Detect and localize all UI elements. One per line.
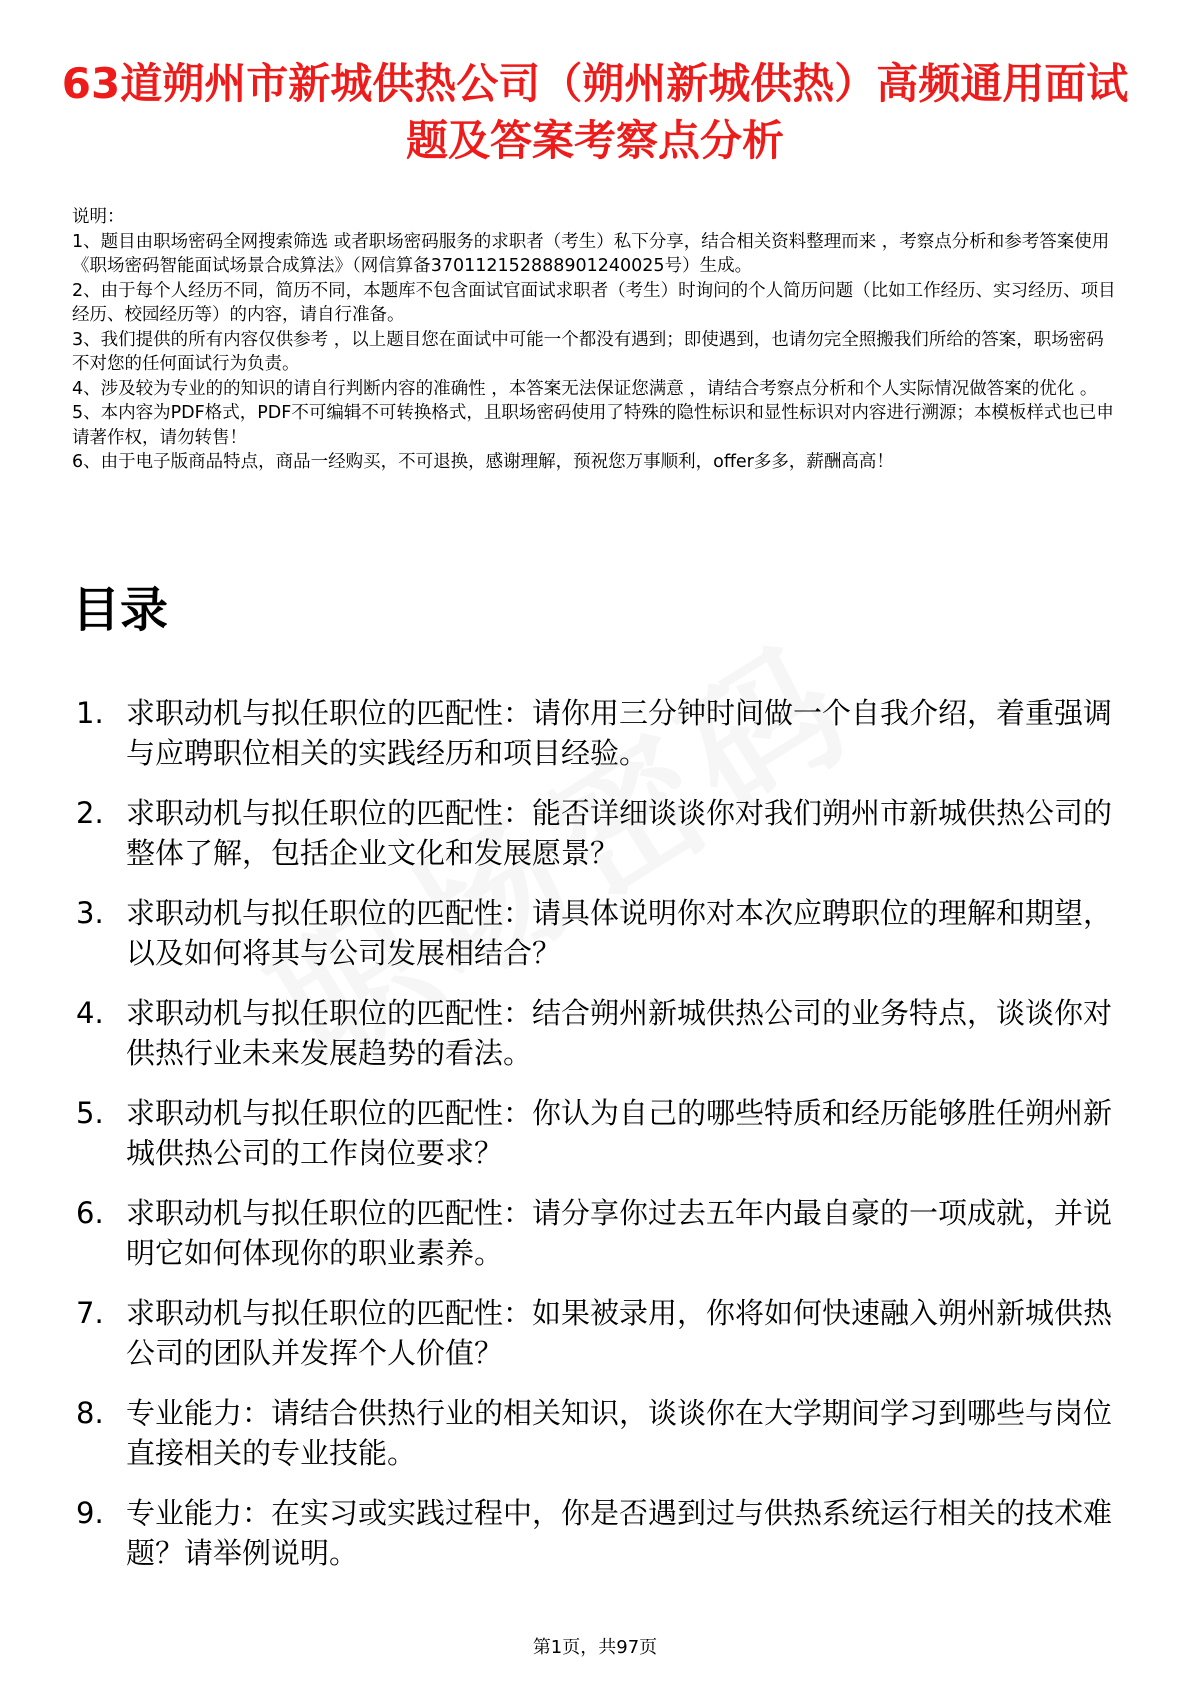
toc-item[interactable] <box>72 793 1120 873</box>
toc-item-number: 8. <box>76 1396 104 1430</box>
toc-item-number: 3. <box>76 896 104 930</box>
note-item: 4、涉及较为专业的的知识的请自行判断内容的准确性 ，本答案无法保证您满意 ，请结合考察点分析和个人实际情况做答案的优化 。 <box>72 378 1098 399</box>
note-item: 5、本内容为PDF格式，PDF不可编辑不可转换格式，且职场密码使用了特殊的隐性标识和显性标识对内容进行溯源；本模板样式也已申请著作权，请勿转售！ <box>72 403 1114 448</box>
toc-item-text: 专业能力：在实习或实践过程中，你是否遇到过与供热系统运行相关的技术难题？请举例说明。 <box>126 1496 1113 1570</box>
notes-section <box>72 205 1120 475</box>
toc-item-text: 求职动机与拟任职位的匹配性：请分享你过去五年内最自豪的一项成就，并说明它如何体现你的职业素养。 <box>126 1196 1113 1270</box>
note-item: 1、题目由职场密码全网搜索筛选 或者职场密码服务的求职者（考生）私下分享，结合相关资料整理而来 ，考察点分析和参考答案使用《职场密码智能面试场景合成算法》（网信算备370112152888901240025号）生成。 <box>72 231 1110 276</box>
toc-item-text: 求职动机与拟任职位的匹配性：结合朔州新城供热公司的业务特点，谈谈你对供热行业未来发展趋势的看法。 <box>126 996 1113 1070</box>
toc-item-text: 求职动机与拟任职位的匹配性：你认为自己的哪些特质和经历能够胜任朔州新城供热公司的工作岗位要求？ <box>126 1096 1113 1170</box>
toc-item[interactable] <box>72 1193 1120 1273</box>
toc-item[interactable] <box>72 693 1120 773</box>
toc-item[interactable] <box>72 1393 1120 1473</box>
note-item: 3、我们提供的所有内容仅供参考 ，以上题目您在面试中可能一个都没有遇到；即使遇到，也请勿完全照搬我们所给的答案，职场密码不对您的任何面试行为负责。 <box>72 329 1104 374</box>
toc-item[interactable] <box>72 1293 1120 1373</box>
toc-item[interactable] <box>72 1493 1120 1573</box>
toc-item-number: 1. <box>76 696 104 730</box>
note-item: 6、由于电子版商品特点，商品一经购买，不可退换，感谢理解，预祝您万事顺利，offer多多，薪酬高高！ <box>72 452 894 472</box>
toc-item-text: 专业能力：请结合供热行业的相关知识，谈谈你在大学期间学习到哪些与岗位直接相关的专业技能。 <box>126 1396 1113 1470</box>
note-item: 2、由于每个人经历不同，简历不同，本题库不包含面试官面试求职者（考生）时询问的个人简历问题（比如工作经历、实习经历、项目经历、校园经历等）的内容，请自行准备。 <box>72 280 1116 325</box>
toc-item[interactable] <box>72 993 1120 1073</box>
toc-item[interactable] <box>72 893 1120 973</box>
toc-item-number: 9. <box>76 1496 104 1530</box>
toc-list <box>72 693 1120 1593</box>
toc-heading: 目录 <box>72 582 169 638</box>
toc-item-number: 7. <box>76 1296 104 1330</box>
notes-heading: 说明： <box>72 207 125 227</box>
toc-item-number: 4. <box>76 996 104 1030</box>
toc-item-number: 2. <box>76 796 104 830</box>
page-footer: 第1页，共97页 <box>532 1637 658 1658</box>
toc-item-number: 6. <box>76 1196 104 1230</box>
toc-item-text: 求职动机与拟任职位的匹配性：请你用三分钟时间做一个自我介绍，着重强调与应聘职位相关的实践经历和项目经验。 <box>126 696 1113 770</box>
document-title: 63道朔州市新城供热公司（朔州新城供热）高频通用面试题及答案考察点分析 <box>61 59 1129 165</box>
toc-item-number: 5. <box>76 1096 104 1130</box>
toc-item-text: 求职动机与拟任职位的匹配性：请具体说明你对本次应聘职位的理解和期望，以及如何将其与公司发展相结合？ <box>126 896 1113 970</box>
toc-item-text: 求职动机与拟任职位的匹配性：如果被录用，你将如何快速融入朔州新城供热公司的团队并发挥个人价值？ <box>126 1296 1113 1370</box>
toc-item-text: 求职动机与拟任职位的匹配性：能否详细谈谈你对我们朔州市新城供热公司的整体了解，包括企业文化和发展愿景？ <box>126 796 1113 870</box>
toc-item[interactable] <box>72 1093 1120 1173</box>
